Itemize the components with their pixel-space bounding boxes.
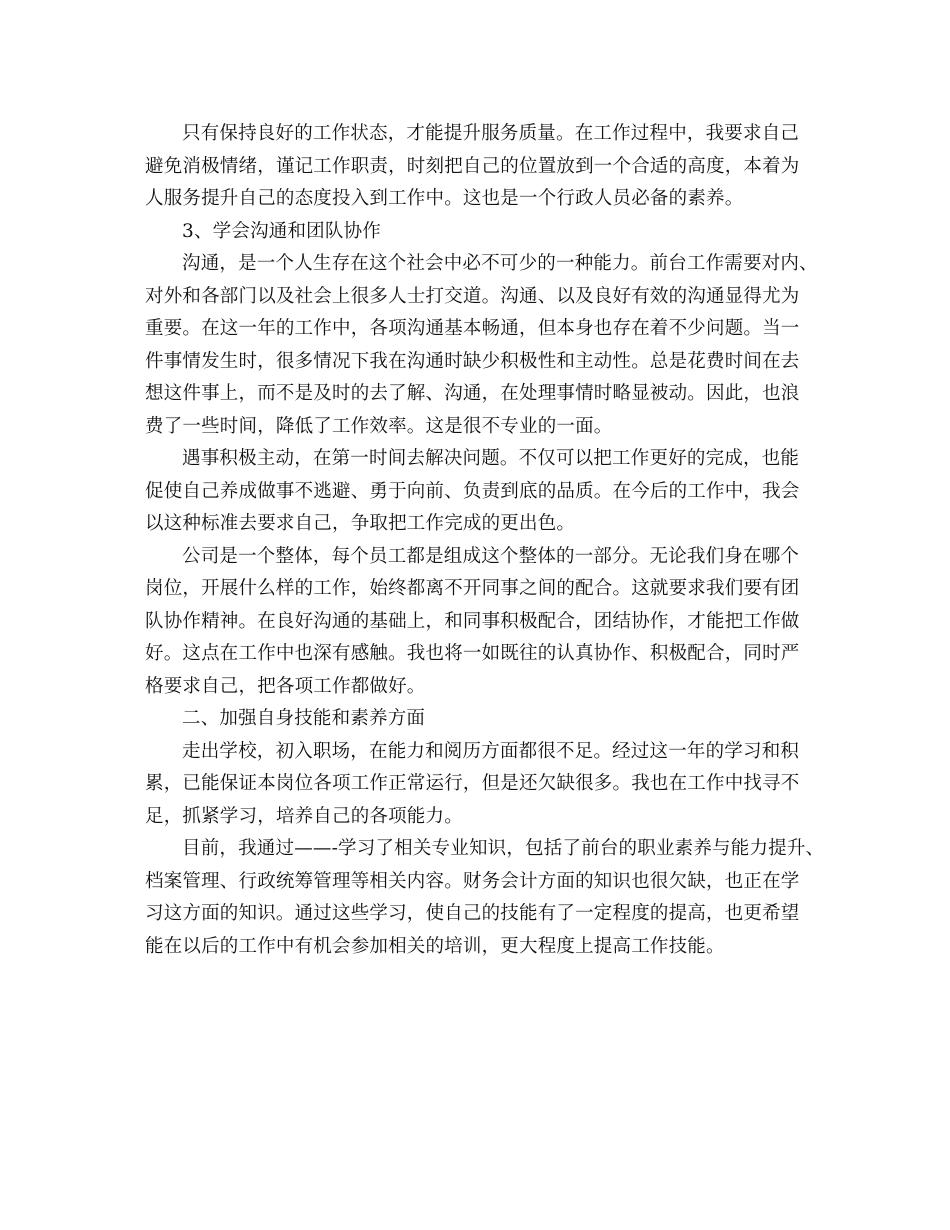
text-line: 想这件事上，而不是及时的去了解、沟通，在处理事情时略显被动。因此，也浪 (145, 383, 800, 404)
text-line: 促使自己养成做事不逃避、勇于向前、负责到底的品质。在今后的工作中，我会 (145, 480, 800, 502)
text-line: 岗位，开展什么样的工作，始终都离不开同事之间的配合。这就要求我们要有团 (145, 578, 800, 599)
text-line: 避免消极情绪，谨记工作职责，时刻把自己的位置放到一个合适的高度，本着为 (145, 155, 800, 177)
text-line: 队协作精神。在良好沟通的基础上，和同事积极配合，团结协作，才能把工作做 (145, 610, 800, 632)
text-line: 走出学校，初入职场，在能力和阅历方面都很不足。经过这一年的学习和积 (182, 740, 800, 762)
text-line: 好。这点在工作中也深有感触。我也将一如既往的认真协作、积极配合，同时严 (145, 643, 800, 664)
text-line: 人服务提升自己的态度投入到工作中。这也是一个行政人员必备的素养。 (145, 188, 744, 209)
text-line: 足，抓紧学习，培养自己的各项能力。 (145, 805, 463, 827)
section-heading: 3、学会沟通和团队协作 (182, 220, 381, 242)
text-line: 件事情发生时，很多情况下我在沟通时缺少积极性和主动性。总是花费时间在去 (145, 350, 800, 372)
text-line: 累，已能保证本岗位各项工作正常运行，但是还欠缺很多。我也在工作中找寻不 (145, 773, 800, 794)
text-line: 遇事积极主动，在第一时间去解决问题。不仅可以把工作更好的完成，也能 (182, 448, 800, 469)
text-line: 档案管理、行政统筹管理等相关内容。财务会计方面的知识也很欠缺，也正在学 (145, 870, 800, 892)
text-line: 费了一些时间，降低了工作效率。这是很不专业的一面。 (145, 415, 613, 437)
text-line: 能在以后的工作中有机会参加相关的培训，更大程度上提高工作技能。 (145, 935, 725, 957)
text-line: 重要。在这一年的工作中，各项沟通基本畅通，但本身也存在着不少问题。当一 (145, 318, 800, 339)
text-line: 习这方面的知识。通过这些学习，使自己的技能有了一定程度的提高，也更希望 (145, 903, 800, 924)
text-line: 目前，我通过——-学习了相关专业知识，包括了前台的职业素养与能力提升、 (182, 838, 825, 859)
text-line: 公司是一个整体，每个员工都是组成这个整体的一部分。无论我们身在哪个 (182, 545, 800, 567)
text-line: 格要求自己，把各项工作都做好。 (145, 675, 426, 697)
text-line: 只有保持良好的工作状态，才能提升服务质量。在工作过程中，我要求自己 (182, 123, 800, 144)
section-heading: 二、加强自身技能和素养方面 (182, 708, 426, 729)
text-line: 以这种标准去要求自己，争取把工作完成的更出色。 (145, 513, 576, 534)
document-body (145, 118, 825, 963)
text-line: 沟通，是一个人生存在这个社会中必不可少的一种能力。前台工作需要对内、 (182, 253, 818, 274)
text-line: 对外和各部门以及社会上很多人士打交道。沟通、以及良好有效的沟通显得尤为 (145, 285, 800, 307)
